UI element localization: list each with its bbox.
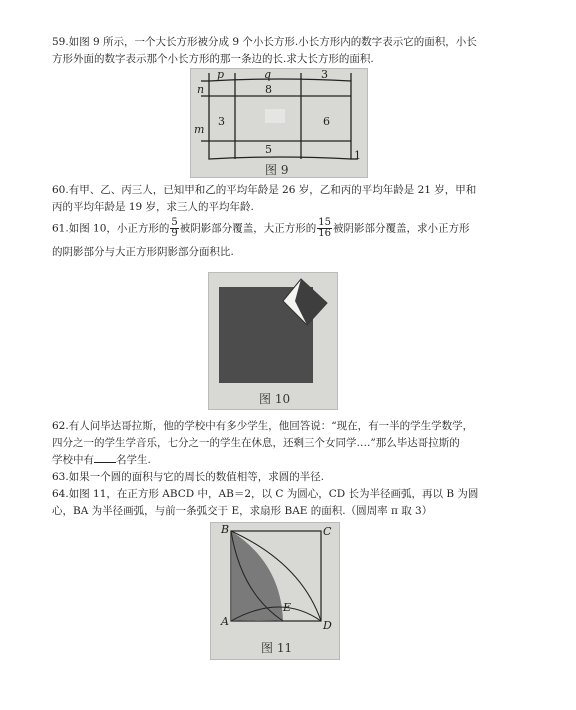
label-E: E xyxy=(283,601,292,614)
cell-8: 8 xyxy=(265,83,272,96)
cell-5: 5 xyxy=(265,143,272,156)
figure-10 xyxy=(208,272,338,410)
fraction-5-9-numerator: 5 xyxy=(171,217,178,228)
fraction-15-16 xyxy=(317,218,332,239)
q64-text xyxy=(52,486,522,520)
fraction-5-9-denominator: 9 xyxy=(171,228,178,239)
label-C: C xyxy=(323,525,332,538)
label-1: 1 xyxy=(354,149,361,162)
q62-line3a: 学校中有 xyxy=(52,454,94,466)
label-top-3: 3 xyxy=(321,68,328,81)
label-n: n xyxy=(197,83,205,96)
q62-line1: 62.有人问毕达哥拉斯，他的学校中有多少学生，他回答说：“现在，有一半的学生学数学， xyxy=(52,420,474,432)
fraction-15-16-denominator: 16 xyxy=(318,228,332,239)
cell-6: 6 xyxy=(323,115,330,128)
figure-9-caption: 图 9 xyxy=(265,163,289,177)
q62-line3 xyxy=(52,452,522,469)
figure-10-drawing xyxy=(209,273,337,409)
q63-text xyxy=(52,469,522,486)
q61-part3: 被阴影部分覆盖，求小正方形 xyxy=(333,222,470,235)
figure-11 xyxy=(210,522,340,660)
figure-9 xyxy=(190,68,368,178)
q64-line2: 心，BA 为半径画弧，与前一条弧交于 E，求扇形 BAE 的面积.（圆周率 π 取 3） xyxy=(52,505,433,517)
label-B: B xyxy=(221,523,230,536)
fraction-5-9 xyxy=(170,218,178,239)
fraction-15-16-numerator: 15 xyxy=(318,217,332,228)
figure-11-caption: 图 11 xyxy=(261,641,293,655)
q60-line2: 丙的平均年龄是 19 岁，求三人的平均年龄. xyxy=(52,201,254,213)
figure-10-caption: 图 10 xyxy=(259,392,291,406)
q62-line3b: 名学生. xyxy=(116,454,151,466)
q59-line1: 59.如图 9 所示，一个大长方形被分成 9 个小长方形.小长方形内的数字表示它的面积，小长 xyxy=(52,36,477,48)
q63-line1: 63.如果一个圆的面积与它的周长的数值相等，求圆的半径. xyxy=(52,471,325,483)
q64-line1: 64.如图 11，在正方形 ABCD 中，AB＝2，以 C 为圆心，CD 长为半径画弧，再以 B 为圆 xyxy=(52,488,479,500)
q59-line2: 方形外面的数字表示那个小长方形的那一条边的长.求大长方形的面积. xyxy=(52,53,374,65)
label-m: m xyxy=(194,123,205,136)
answer-blank xyxy=(94,452,116,463)
cell-3: 3 xyxy=(218,115,225,128)
label-A: A xyxy=(221,615,229,628)
q60-text xyxy=(52,182,522,216)
q59-text xyxy=(52,34,522,68)
q61-text xyxy=(52,218,522,261)
q61-line1 xyxy=(52,218,522,239)
label-p: p xyxy=(217,68,225,81)
q62-line2: 四分之一的学生学音乐，七分之一的学生在休息，还剩三个女同学….”那么毕达哥拉斯的 xyxy=(52,437,460,449)
q60-line1: 60.有甲、乙、丙三人，已知甲和乙的平均年龄是 26 岁，乙和丙的平均年龄是 21 岁，甲和 xyxy=(52,184,477,196)
q61-part1: 61.如图 10，小正方形的 xyxy=(52,222,170,235)
q61-part2: 被阴影部分覆盖，大正方形的 xyxy=(179,222,317,235)
label-q: q xyxy=(264,68,272,81)
q61-line2: 的阴影部分与大正方形阴影部分面积比. xyxy=(52,246,234,258)
q62-text xyxy=(52,418,522,469)
label-D: D xyxy=(323,619,332,632)
